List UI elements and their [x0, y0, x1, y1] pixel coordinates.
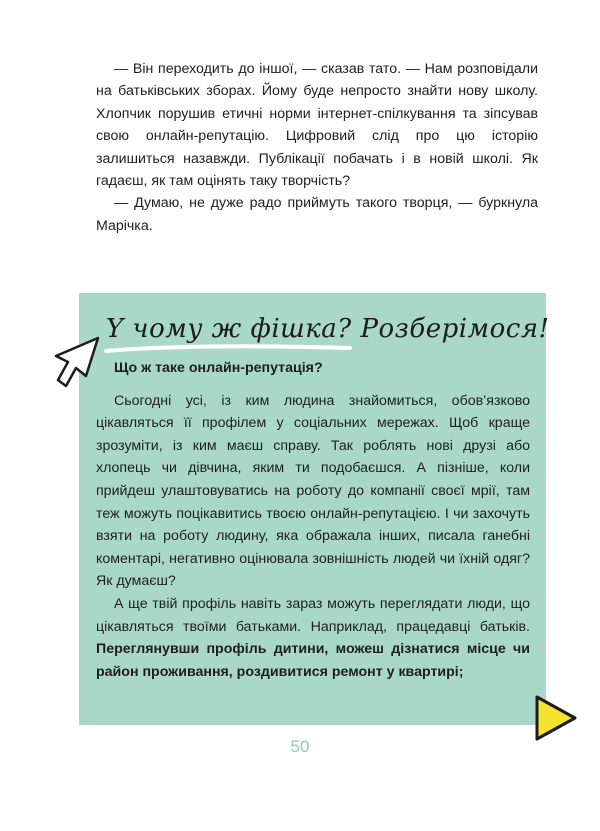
triangle-pointer-icon [533, 693, 579, 743]
box-subtitle: Що ж таке онлайн-репутація? [114, 360, 323, 376]
box-title: Y чому ж фішка? Розберімося! [106, 314, 550, 344]
title-underline [104, 343, 354, 355]
box-paragraph-text: А ще твій профіль навіть зараз можуть переглядати люди, що цікавляться твоїми батьками. Наприклад, працедавці батьків. [96, 595, 530, 635]
story-paragraph: — Думаю, не дуже радо приймуть такого творця, — буркнула Марічка. [96, 195, 538, 234]
box-paragraph: Сьогодні усі, із ким людина знайомиться, обов’язково цікавляться її профілем у соціальних мережах. Щоб краще зрозуміти, із ким маєш справу. Так роблять нові друзі або хлопець чи дівчина, яким ти подобаєшся. А пізніше, коли прийдеш улаштовуватись на роботу до компанії своєї мрії, там теж можуть поцікавитись твоєю онлайн-репутацією. І чи захочуть взяти на роботу людину, яка ображала інших, писала ганебні коментарі, негативно оцінювала зовнішність людей чи їхній одяг? Як думаєш? [96, 392, 530, 590]
box-paragraph-bold: Переглянувши профіль дитини, можеш дізнатися місце чи район проживання, роздивитися ремонт у квартирі; [96, 641, 530, 680]
story-paragraph: — Він переходить до іншої, — сказав тато. — Нам розповідали на батьківських зборах. Йому буде непросто знайти нову школу. Хлопчик порушив етичні норми інтернет-спілкування та зіпсував свою онлайн-репутацію. Цифровий слід про цю історію залишиться назавжди. Публікації побачать і в новій школі. Як гадаєш, як там оцінять таку творчість? [96, 61, 538, 190]
story-text [96, 58, 538, 237]
box-paragraph [96, 593, 530, 683]
box-body [96, 357, 530, 683]
page-number: 50 [290, 737, 310, 756]
